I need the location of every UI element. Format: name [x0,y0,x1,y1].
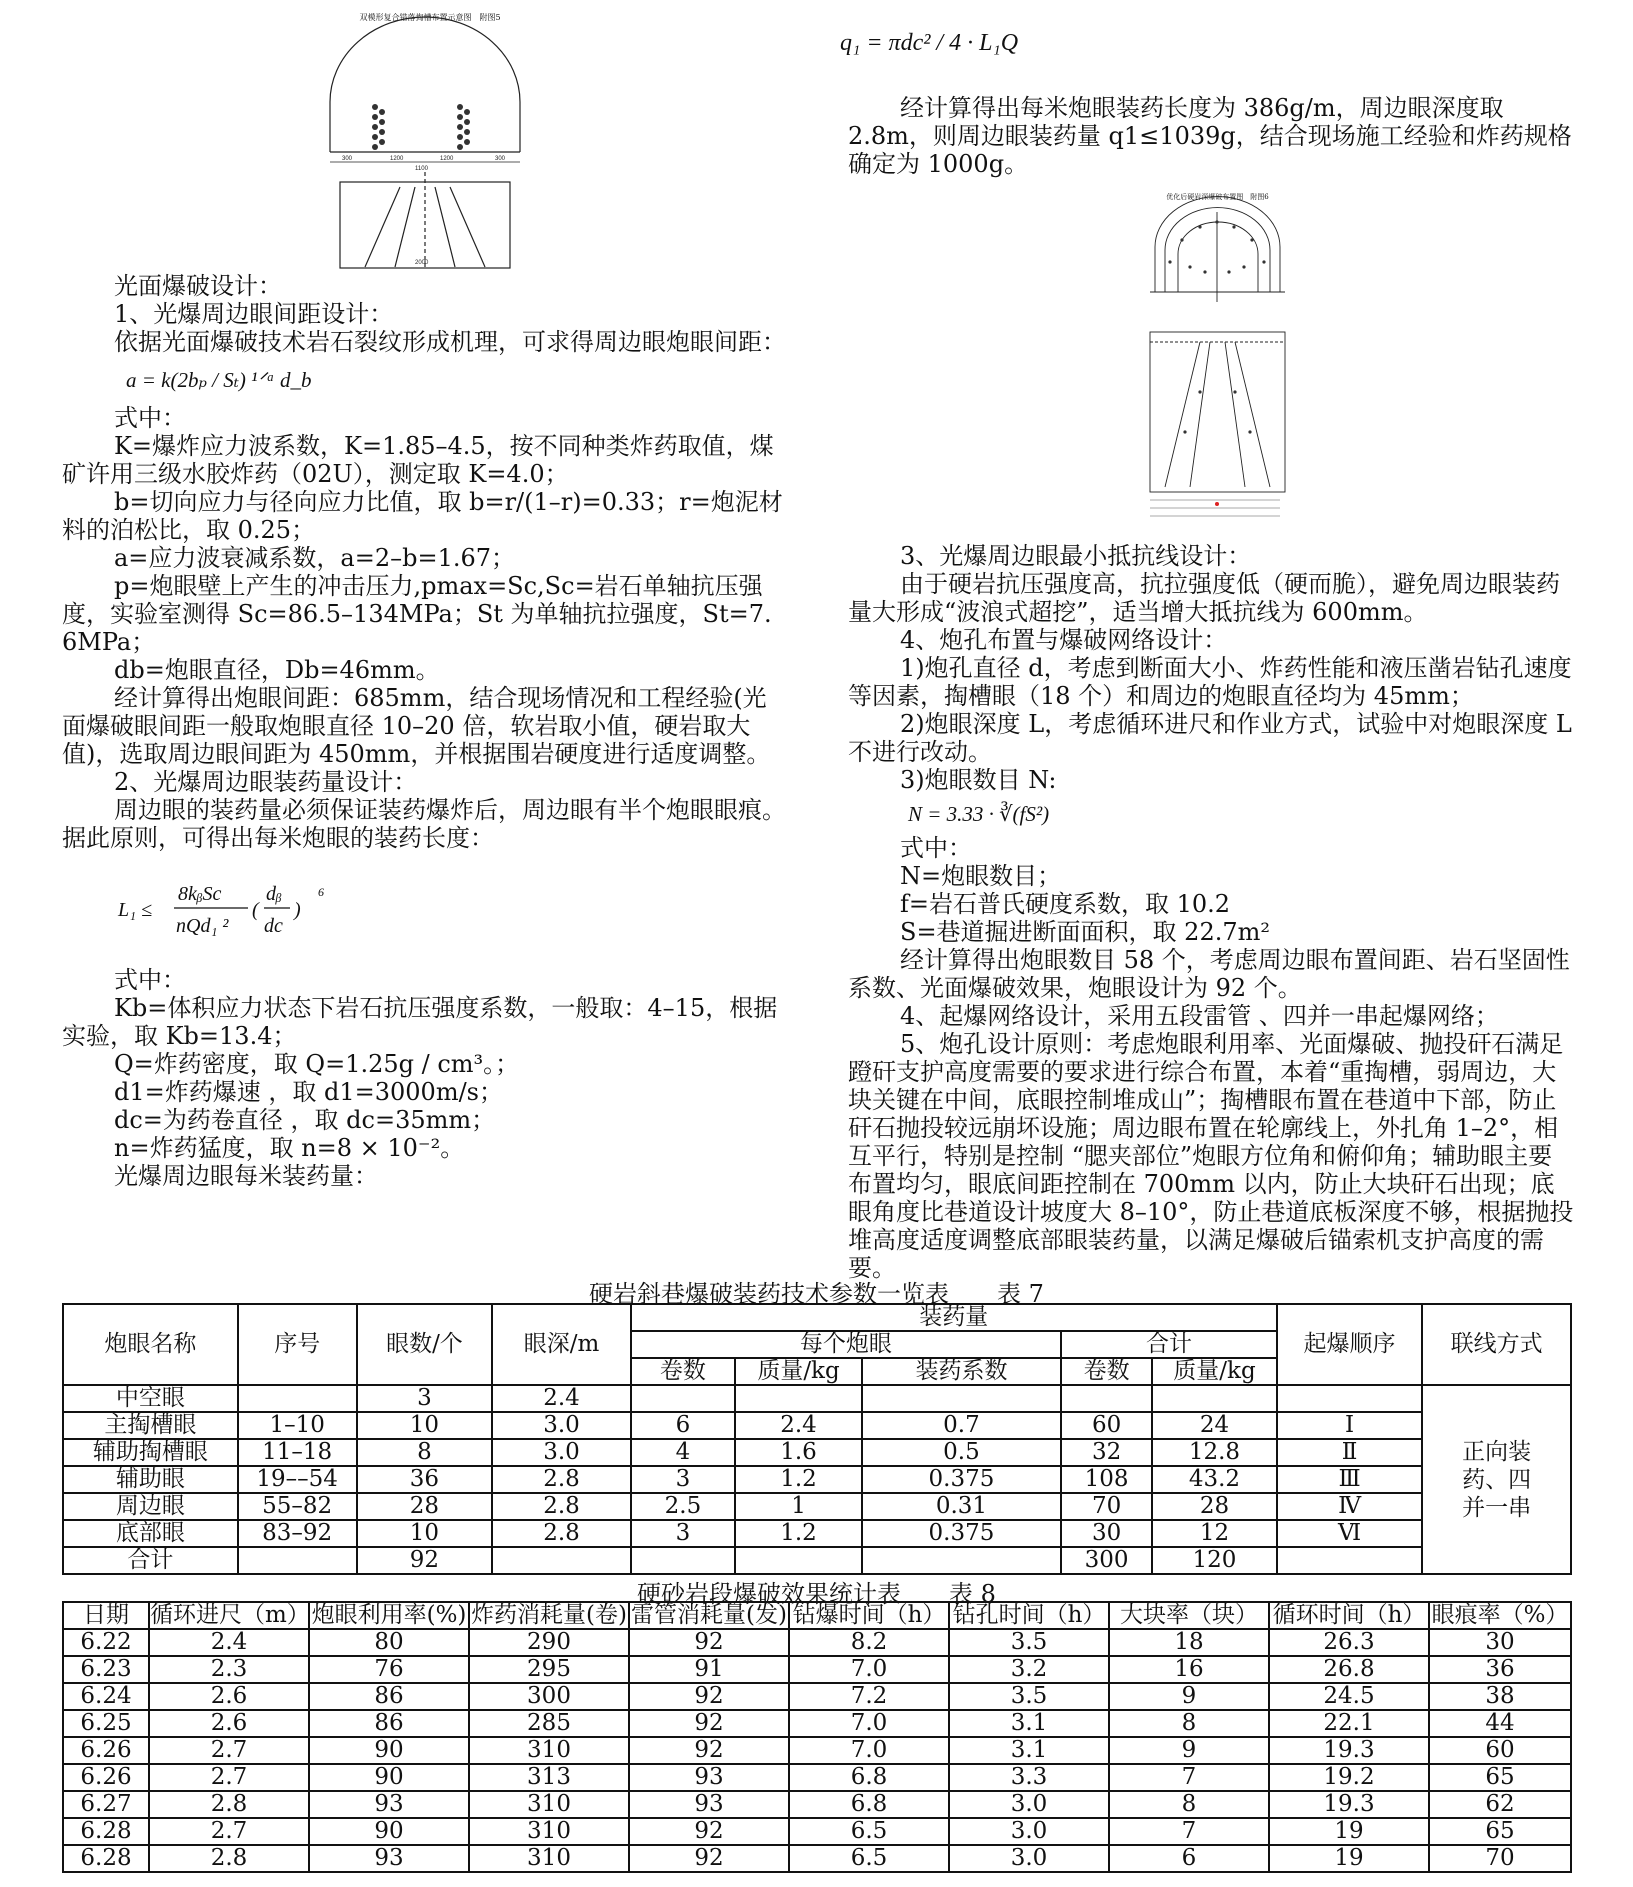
table-row [63,1656,1571,1683]
table-row [63,1710,1571,1737]
paragraph: 式中： [114,966,186,994]
fig5-dim-2: 1200 [440,156,454,162]
col-wiring: 联线方式 [1422,1304,1571,1385]
col-rolls: 卷数 [631,1358,736,1385]
table7-caption: 硬岩斜巷爆破装药技术参数一览表 表 7 [589,1280,1044,1308]
table-row [63,1439,1571,1466]
cell: 辅助掏槽眼 [63,1439,238,1466]
figure-6-title: 优化后硬岩深爆破布置图 附图6 [1166,193,1269,201]
cell: 65 [1429,1818,1571,1845]
cell: 55–82 [238,1493,357,1520]
cell: 3.1 [949,1737,1109,1764]
col-coef: 装药系数 [862,1358,1061,1385]
col-mass: 质量/kg [735,1358,862,1385]
wiring-cell [1422,1385,1571,1574]
table-row [63,1629,1571,1656]
table-row [63,1791,1571,1818]
col-order: 起爆顺序 [1277,1304,1422,1385]
cell: 7 [1109,1818,1269,1845]
cell: 92 [629,1683,789,1710]
cell: 1–10 [238,1412,357,1439]
cell: 2.4 [735,1412,862,1439]
cell: 26.8 [1269,1656,1429,1683]
cell: 3.5 [949,1683,1109,1710]
cell: 2.4 [149,1629,309,1656]
cell: 2.8 [492,1520,630,1547]
cell: 310 [469,1737,629,1764]
cell: 2.5 [631,1493,736,1520]
col-depth: 眼深/m [492,1304,630,1385]
cell: 6 [1109,1845,1269,1872]
cell: 36 [357,1466,493,1493]
cell: 18 [1109,1629,1269,1656]
table-row [63,1385,1571,1412]
fig5-dim-3: 300 [495,156,506,162]
cell: 3.0 [949,1845,1109,1872]
cell: 90 [309,1764,469,1791]
cell: 24 [1152,1412,1277,1439]
svg-text:): ) [294,899,301,921]
table-row [63,1683,1571,1710]
cell: 2.8 [492,1493,630,1520]
cell: Ⅰ [1277,1412,1422,1439]
cell [492,1547,630,1574]
svg-text:8kᵦSc: 8kᵦSc [178,883,222,905]
subsection-heading: 4、炮孔布置与爆破网络设计： [900,626,1228,654]
cell: 30 [1429,1629,1571,1656]
formula-charge: q₁ = πdc² / 4 · L₁Q [840,30,1019,56]
cell: 310 [469,1845,629,1872]
cell: 90 [309,1818,469,1845]
cell: 92 [629,1737,789,1764]
col-drill-time: 钻孔时间（h） [949,1602,1109,1629]
paragraph: S=巷道掘进断面面积，取 22.7m² [900,918,1270,946]
cell: 3 [357,1385,493,1412]
table8-caption: 硬砂岩段爆破效果统计表 表 8 [637,1580,996,1608]
cell [1277,1547,1422,1574]
left-column [62,272,790,1190]
cell: 6.8 [789,1791,949,1818]
cell: 12 [1152,1520,1277,1547]
table-row [63,1547,1571,1574]
figure-6-drawing [1130,192,1305,528]
cell: 93 [309,1845,469,1872]
col-explosive: 炸药消耗量(卷) [469,1602,629,1629]
figure-6 [1130,192,1305,528]
paragraph: Kb=体积应力状态下岩石抗压强度系数，一般取：4–15，根据实验，取 Kb=13.4； [62,994,778,1050]
paragraph: 依据光面爆破技术岩石裂纹形成机理，可求得周边眼炮眼间距： [114,328,786,356]
cell: 92 [629,1629,789,1656]
cell: 3.5 [949,1629,1109,1656]
cell: 2.8 [149,1845,309,1872]
cell: 主掏槽眼 [63,1412,238,1439]
cell: 中空眼 [63,1385,238,1412]
paragraph: N=炮眼数目； [900,862,1062,890]
col-total: 合计 [1061,1331,1277,1358]
cell: 295 [469,1656,629,1683]
cell: 3.1 [949,1710,1109,1737]
cell [862,1547,1061,1574]
cell: 38 [1429,1683,1571,1710]
table-row [63,1737,1571,1764]
cell: 2.3 [149,1656,309,1683]
cell: 6.28 [63,1818,149,1845]
cell: 22.1 [1269,1710,1429,1737]
cell: 2.7 [149,1764,309,1791]
cell: 92 [629,1818,789,1845]
col-block-rate: 大块率（块） [1109,1602,1269,1629]
cell: 76 [309,1656,469,1683]
cell: 6 [631,1412,736,1439]
table-7 [62,1303,1572,1575]
cell: 6.25 [63,1710,149,1737]
cell: 300 [469,1683,629,1710]
paragraph: p=炮眼壁上产生的冲击压力,pmax=Sc,Sc=岩石单轴抗压强度，实验室测得 Sc=86.5–134MPa；St 为单轴抗拉强度，St=7. 6MPa； [62,572,772,656]
cell: 1 [735,1493,862,1520]
col-tmass: 质量/kg [1152,1358,1277,1385]
cell: 28 [357,1493,493,1520]
cell: 8 [1109,1710,1269,1737]
cell: 1.2 [735,1520,862,1547]
cell: 6.28 [63,1845,149,1872]
cell: 93 [309,1791,469,1818]
cell: 90 [309,1737,469,1764]
cell: 3.3 [949,1764,1109,1791]
cell: 6.24 [63,1683,149,1710]
cell: 91 [629,1656,789,1683]
cell: 19 [1269,1818,1429,1845]
cell: 86 [309,1683,469,1710]
cell: 28 [1152,1493,1277,1520]
cell: 108 [1061,1466,1152,1493]
cell [631,1385,736,1412]
col-blast-time: 钻爆时间（h） [789,1602,949,1629]
table-row [63,1466,1571,1493]
paragraph: 经计算得出每米炮眼装药长度为 386g/m，周边眼深度取 2.8m，则周边眼装药量 q1≤1039g，结合现场施工经验和炸药规格确定为 1000g。 [848,94,1572,178]
cell: 36 [1429,1656,1571,1683]
right-column [848,542,1574,1282]
cell [238,1547,357,1574]
paragraph: n=炸药猛度，取 n=8 × 10⁻²。 [114,1134,465,1162]
cell: 7.0 [789,1737,949,1764]
table-8 [62,1601,1572,1873]
col-count: 眼数/个 [357,1304,493,1385]
cell: 86 [309,1710,469,1737]
formula-spacing: a = k(2bₚ / Sₜ) ¹ᐟᵃ d_b [126,368,312,392]
col-date: 日期 [63,1602,149,1629]
cell: 2.7 [149,1818,309,1845]
svg-text:(: ( [252,899,259,921]
cell: 290 [469,1629,629,1656]
paragraph: d1=炸药爆速 ，取 d1=3000m/s； [114,1078,503,1106]
col-name: 炮眼名称 [63,1304,238,1385]
cell: 26.3 [1269,1629,1429,1656]
fig5-dim-0: 300 [342,156,353,162]
cell: 9 [1109,1737,1269,1764]
cell: 43.2 [1152,1466,1277,1493]
cell: 6.27 [63,1791,149,1818]
cell [735,1385,862,1412]
cell: 周边眼 [63,1493,238,1520]
cell: 6.22 [63,1629,149,1656]
paragraph: K=爆炸应力波系数，K=1.85–4.5，按不同种类炸药取值，煤矿许用三级水胶炸药（02U），测定取 K=4.0； [62,432,774,488]
subsection-heading: 2、光爆周边眼装药量设计： [114,768,418,796]
cell: 10 [357,1412,493,1439]
table-row [63,1493,1571,1520]
paragraph: 1)炮孔直径 d，考虑到断面大小、炸药性能和液压凿岩钻孔速度等因素，掏槽眼（18 个）和周边的炮眼直径均为 45mm； [848,654,1572,710]
svg-text:L₁ ≤: L₁ ≤ [118,899,153,921]
cell: 32 [1061,1439,1152,1466]
cell: 2.8 [149,1791,309,1818]
paragraph: 3)炮眼数目 N: [900,766,1057,794]
cell: 83–92 [238,1520,357,1547]
cell: 62 [1429,1791,1571,1818]
cell [238,1385,357,1412]
svg-text:dc: dc [264,915,283,937]
cell: 6.5 [789,1845,949,1872]
cell: 19.3 [1269,1737,1429,1764]
cell: 3 [631,1466,736,1493]
subsection-heading: 1、光爆周边眼间距设计： [114,300,394,328]
cell: 300 [1061,1547,1152,1574]
cell: 6.8 [789,1764,949,1791]
col-cycle-time: 循环时间（h） [1269,1602,1429,1629]
cell: 8.2 [789,1629,949,1656]
cell: 44 [1429,1710,1571,1737]
cell: 30 [1061,1520,1152,1547]
cell [1061,1385,1152,1412]
cell [631,1547,736,1574]
formula-length [118,874,790,944]
cell: 0.31 [862,1493,1061,1520]
cell: 19 [1269,1845,1429,1872]
subsection-heading: 3、光爆周边眼最小抵抗线设计： [900,542,1252,570]
cell: 60 [1429,1737,1571,1764]
cell: 1.2 [735,1466,862,1493]
cell: 12.8 [1152,1439,1277,1466]
section-heading: 光面爆破设计： [114,272,282,300]
cell: 8 [357,1439,493,1466]
cell: 3 [631,1520,736,1547]
cell: 19.2 [1269,1764,1429,1791]
paragraph: 式中： [900,834,972,862]
cell: 9 [1109,1683,1269,1710]
col-charge: 装药量 [631,1304,1277,1331]
wiring-value: 正向装药、四并一串 [1462,1438,1532,1521]
paragraph: 由于硬岩抗压强度高，抗拉强度低（硬而脆），避免周边眼装药量大形成“波浪式超挖”，适当增大抵抗线为 600mm。 [848,570,1560,626]
cell: 合计 [63,1547,238,1574]
cell: 92 [357,1547,493,1574]
cell [862,1385,1061,1412]
cell: 3.0 [492,1412,630,1439]
table-row [63,1764,1571,1791]
cell: 3.2 [949,1656,1109,1683]
paragraph: dc=为药卷直径 ，取 dc=35mm； [114,1106,496,1134]
table-row [63,1818,1571,1845]
cell: 7 [1109,1764,1269,1791]
cell: 120 [1152,1547,1277,1574]
col-utilization: 炮眼利用率(%) [309,1602,469,1629]
paragraph: a=应力波衰减系数，a=2–b=1.67； [114,544,516,572]
cell: 70 [1429,1845,1571,1872]
table-row [63,1845,1571,1872]
cell: Ⅲ [1277,1466,1422,1493]
paragraph: f=岩石普氏硬度系数，取 10.2 [900,890,1231,918]
cell: 80 [309,1629,469,1656]
cell: 310 [469,1791,629,1818]
cell: 2.6 [149,1710,309,1737]
cell: 底部眼 [63,1520,238,1547]
table-row [63,1412,1571,1439]
cell: 11–18 [238,1439,357,1466]
cell: 7.2 [789,1683,949,1710]
cell: 310 [469,1818,629,1845]
cell: 2.6 [149,1683,309,1710]
col-detonator: 雷管消耗量(发) [629,1602,789,1629]
cell: 92 [629,1710,789,1737]
cell: 65 [1429,1764,1571,1791]
cell: 2.7 [149,1737,309,1764]
cell: 70 [1061,1493,1152,1520]
cell: 3.0 [949,1791,1109,1818]
cell: 0.375 [862,1520,1061,1547]
cell: 60 [1061,1412,1152,1439]
cell: 93 [629,1791,789,1818]
cell: Ⅵ [1277,1520,1422,1547]
paragraph: 5、炮孔设计原则：考虑炮眼利用率、光面爆破、抛投矸石满足蹬矸支护高度需要的要求进行综合布置，本着“重掏槽，弱周边，大块关键在中间，底眼控制堆成山”；掏槽眼布置在巷道中下部，防止矸石抛投较远崩坏设施；周边眼布置在轮廓线上，外扎角 1–2°，相互平行，特别是控制 “腮夹部位”炮眼方位角和俯仰角；辅助眼主要布置均匀，眼底间距控制在 700mm 以内，防止大块矸石出现；底眼角度比巷道设计坡度大 8–10°，防止巷道底板深度不够，根据抛投堆高度适度调整底部眼装药量，以满足爆破后锚索机支护高度的需要。 [848,1030,1574,1282]
cell: 6.5 [789,1818,949,1845]
col-each: 每个炮眼 [631,1331,1061,1358]
cell: Ⅳ [1277,1493,1422,1520]
cell: 93 [629,1764,789,1791]
cell: 0.5 [862,1439,1061,1466]
table8-body [63,1629,1571,1872]
paragraph: db=炮眼直径，Db=46mm。 [114,656,440,684]
formula-length-drawing [118,874,358,944]
paragraph: b=切向应力与径向应力比值，取 b=r/(1–r)=0.33；r=炮泥材料的泊松比，取 0.25； [62,488,783,544]
col-trolls: 卷数 [1061,1358,1152,1385]
cell: 24.5 [1269,1683,1429,1710]
cell: 10 [357,1520,493,1547]
cell: 2.8 [492,1466,630,1493]
cell: 16 [1109,1656,1269,1683]
figure-5-drawing [320,12,530,266]
figure-5 [320,12,520,266]
fig5-dim-1: 1200 [390,156,404,162]
cell: 辅助眼 [63,1466,238,1493]
table-row [63,1520,1571,1547]
cell: 1.6 [735,1439,862,1466]
fig5-dim-4: 1100 [415,166,428,172]
paragraph: 周边眼的装药量必须保证装药爆炸后，周边眼有半个炮眼眼痕。据此原则，可得出每米炮眼的装药长度： [62,796,786,852]
paragraph: 2)炮眼深度 L，考虑循环进尺和作业方式，试验中对炮眼深度 L 不进行改动。 [848,710,1572,766]
cell: Ⅱ [1277,1439,1422,1466]
col-trace-rate: 眼痕率（%） [1429,1602,1571,1629]
paragraph: 经计算得出炮眼数目 58 个，考虑周边眼布置间距、岩石坚固性系数、光面爆破效果，炮眼设计为 92 个。 [848,946,1570,1002]
cell: 285 [469,1710,629,1737]
cell: 8 [1109,1791,1269,1818]
right-column-top [848,94,1574,178]
cell: 7.0 [789,1656,949,1683]
cell: 7.0 [789,1710,949,1737]
cell: 0.7 [862,1412,1061,1439]
col-no: 序号 [238,1304,357,1385]
formula-holes: N = 3.33 · ∛(fS²) [908,802,1050,826]
svg-text:dᵦ: dᵦ [266,883,282,905]
cell: 3.0 [949,1818,1109,1845]
cell: 6.26 [63,1764,149,1791]
cell: 19.3 [1269,1791,1429,1818]
paragraph: 经计算得出炮眼间距：685mm，结合现场情况和工程经验(光面爆破眼间距一般取炮眼直径 10–20 倍，软岩取小值，硬岩取大值)，选取周边眼间距为 450mm，并根据围岩硬度进行适度调整。 [62,684,771,768]
cell: 313 [469,1764,629,1791]
paragraph: Q=炸药密度，取 Q=1.25g / cm³。； [114,1050,520,1078]
col-advance: 循环进尺（m） [150,1602,310,1628]
cell: 6.23 [63,1656,149,1683]
cell: 19––54 [238,1466,357,1493]
figure-5-title: 双模形复合错落掏槽布置示意图 附图5 [359,13,501,22]
cell [1277,1385,1422,1412]
cell: 6.26 [63,1737,149,1764]
cell: 2.4 [492,1385,630,1412]
cell: 92 [629,1845,789,1872]
cell [735,1547,862,1574]
cell: 0.375 [862,1466,1061,1493]
paragraph: 式中： [114,404,186,432]
paragraph: 光爆周边眼每米装药量： [114,1162,378,1190]
fig5-dim-5: 2000 [415,260,429,266]
cell: 4 [631,1439,736,1466]
paragraph: 4、起爆网络设计，采用五段雷管 、四并一串起爆网络； [900,1002,1499,1030]
cell [1152,1385,1277,1412]
svg-text:6: 6 [318,885,324,899]
cell: 3.0 [492,1439,630,1466]
svg-text:nQd₁ ²: nQd₁ ² [176,915,229,937]
